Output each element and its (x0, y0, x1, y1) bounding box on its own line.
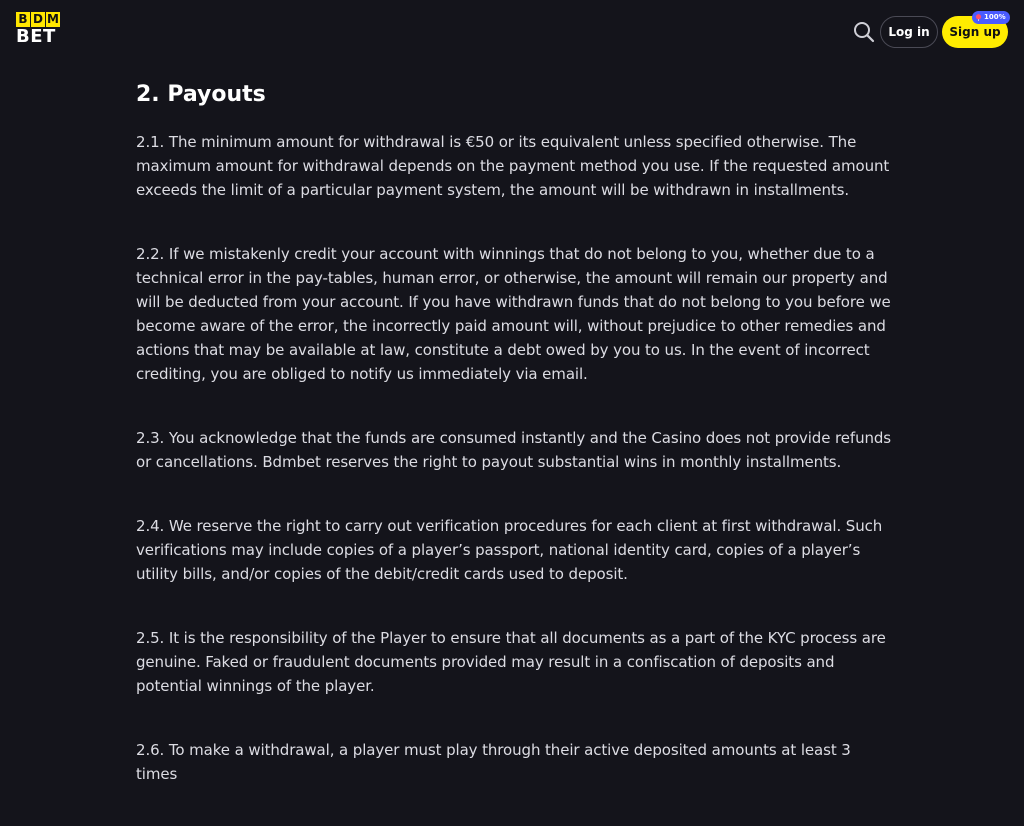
login-button[interactable]: Log in (880, 16, 938, 48)
terms-section (136, 80, 892, 826)
search-icon (852, 20, 876, 44)
logo-letter: D (31, 12, 45, 27)
signup-button[interactable]: Sign up (942, 16, 1008, 48)
bonus-badge (972, 11, 1010, 24)
paragraph: 2.4. We reserve the right to carry out verification procedures for each client at first withdrawal. Such verifications may include copies of a player’s passport, national identity card, copies of a player’s utility bills, and/or copies of the debit/credit cards used to deposit. (136, 517, 883, 583)
search-button[interactable] (852, 20, 876, 44)
paragraph: 2.6. To make a withdrawal, a player must play through their active deposited amounts at least 3 times (136, 741, 851, 783)
logo-letter: M (47, 12, 59, 26)
logo-bottom: BET (16, 26, 56, 47)
paragraph: 2.1. The minimum amount for withdrawal is €50 or its equivalent unless specified otherwise. The maximum amount for withdrawal depends on the payment method you use. If the requested amount exceeds the limit of a particular payment system, the amount will be withdrawn in installments. (136, 133, 890, 199)
logo-top (16, 12, 62, 27)
paragraph: 2.2. If we mistakenly credit your account with winnings that do not belong to you, whether due to a technical error in the pay-tables, human error, or otherwise, the amount will remain our property and will be deducted from your account. If you have withdrawn funds that do not belong to you before we become aware of the error, the incorrectly paid amount will, without prejudice to other remedies and actions that may be available at law, constitute a debt owed by you to us. In the event of incorrect crediting, you are obliged to notify us immediately via email. (136, 245, 891, 383)
logo-letter: B (16, 12, 30, 27)
badge-text: 100% (984, 13, 1006, 21)
paragraph: 2.5. It is the responsibility of the Player to ensure that all documents as a part of the KYC process are genuine. Faked or fraudulent documents provided may result in a confiscation of deposits and potential winnings of the player. (136, 629, 886, 695)
site-header (0, 0, 1024, 64)
paragraph: 2.3. You acknowledge that the funds are consumed instantly and the Casino does not provide refunds or cancellations. Bdmbet reserves the right to payout substantial wins in monthly installments. (136, 429, 892, 471)
balloon-icon (975, 14, 982, 21)
section-title: 2. Payouts (136, 82, 266, 107)
logo[interactable] (16, 12, 62, 48)
